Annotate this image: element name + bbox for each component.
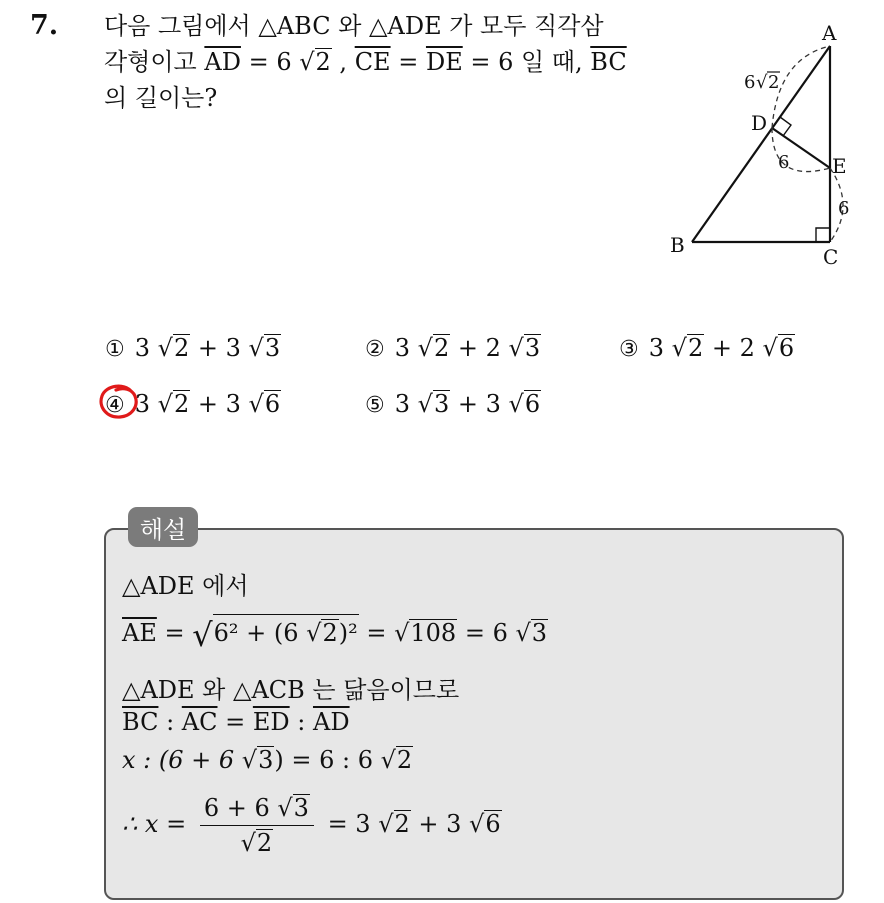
solution-line-4: $\overline{BC}$ : $\overline{AC} = \overline{ED}$ : $\overline{AD}$ [122, 708, 350, 736]
solution-line-2: $\overline{AE} = √6^2 + (6$ √2)² = √108 = 6 √3 [122, 615, 548, 654]
label-d: D [751, 111, 768, 135]
segment-bc: $\overline{BC}$ [590, 48, 627, 76]
solution-tag: 해설 [128, 507, 198, 547]
solution-line-1: △ADE 에서 [122, 572, 249, 600]
question-line-1: 다음 그림에서 △ABC 와 △ADE 가 모두 직각삼 [104, 12, 604, 40]
question-text [104, 8, 664, 116]
question-line-2: 각형이고 $\overline{AD} = 6$ √2 , $\overline{CE} = \overline{DE} = 6$ 일 때, $\overline{BC}$ [104, 44, 664, 80]
segment-ce: $\overline{CE}$ [354, 48, 391, 76]
solution-line-5: x : (6 + 6 √3) = 6 : 6 √2 [122, 746, 413, 774]
label-ad-num: 6 [744, 72, 756, 93]
choice-5[interactable]: ⑤ 3 √3 + 3 √6 [365, 390, 541, 418]
label-b: B [670, 233, 685, 257]
label-de-length: 6 [778, 152, 790, 173]
choice-4[interactable]: ④ 3 √2 + 3 √6 [105, 390, 281, 418]
right-angle-c [816, 228, 830, 242]
label-a: A [822, 21, 837, 45]
choice-1[interactable]: ① 3 √2 + 3 √3 [105, 334, 281, 362]
sqrt-symbol: √ [299, 48, 315, 76]
choice-3[interactable]: ③ 3 √2 + 2 √6 [619, 334, 795, 362]
solution-line-3: △ADE 와 △ACB 는 닮음이므로 [122, 676, 460, 704]
question-line-3: 의 길이는? [104, 84, 218, 112]
label-ec-length: 6 [838, 198, 850, 219]
right-angle-d [780, 117, 791, 136]
question-number: 7. [30, 10, 59, 41]
segment-ad: $\overline{AD}$ [204, 48, 241, 76]
solution-line-6: ∴ x = $\frac{6 + 6 √3}{√2}$ = 3 √2 + 3 √6 [122, 794, 501, 857]
label-c: C [823, 245, 839, 269]
big-sqrt: √ [192, 615, 213, 654]
fraction: $\frac{6 + 6 √3}{√2}$ [200, 794, 314, 857]
choice-2[interactable]: ② 3 √2 + 2 √3 [365, 334, 541, 362]
label-ad-sqrt: √ [756, 72, 768, 93]
triangle-figure [660, 16, 860, 276]
label-e: E [832, 154, 847, 178]
segment-de: $\overline{DE}$ [425, 48, 463, 76]
label-ad-rad: 2 [768, 72, 780, 93]
